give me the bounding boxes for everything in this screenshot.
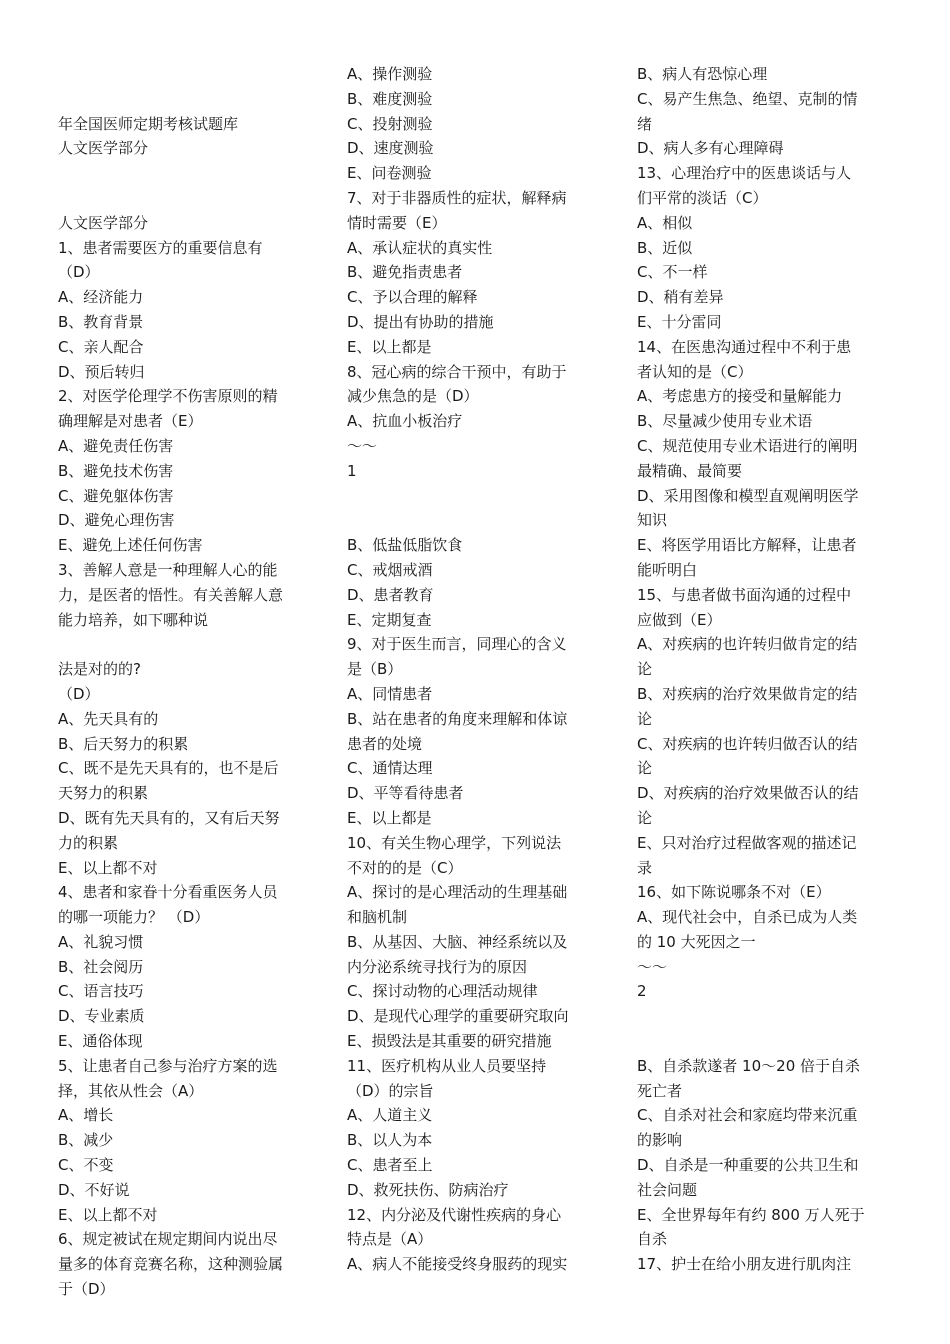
text-line: 论 (637, 709, 653, 728)
text-line: D、对疾病的治疗效果做否认的结 (637, 784, 859, 803)
text-line: A、考虑患方的接受和量解能力 (637, 387, 843, 406)
text-line: A、同情患者 (347, 684, 433, 703)
text-line: 15、与患者做书面沟通的过程中 (637, 585, 852, 604)
text-line: 2、对医学伦理学不伤害原则的精 (58, 387, 278, 406)
text-line: 特点是（A） (347, 1230, 433, 1249)
text-line: 7、对于非器质性的症状，解释病 (347, 188, 567, 207)
text-line: 17、护士在给小朋友进行肌肉注 (637, 1255, 852, 1274)
blank-line (58, 161, 320, 186)
text-line: C、避免躯体伤害 (58, 486, 174, 505)
text-line: B、对疾病的治疗效果做肯定的结 (637, 684, 858, 703)
text-line: 年全国医师定期考核试题库 (58, 114, 239, 133)
text-line: E、定期复查 (347, 610, 432, 629)
text-line: E、只对治疗过程做客观的描述记 (637, 833, 857, 852)
text-line: ～～ (637, 957, 668, 976)
text-line: 1、患者需要医方的重要信息有 (58, 238, 263, 257)
text-line: B、近似 (637, 238, 693, 257)
text-line: 社会问题 (637, 1180, 698, 1199)
blank-line (347, 508, 609, 533)
text-line: 绪 (637, 114, 653, 133)
text-line: 量多的体育竞赛名称，这种测验属 (58, 1255, 284, 1274)
text-line: 能听明白 (637, 560, 698, 579)
text-line: （D） (58, 263, 100, 282)
text-line: 不对的的是（C） (347, 858, 463, 877)
text-line: D、稍有差异 (637, 288, 724, 307)
text-line: 论 (637, 660, 653, 679)
text-line: B、以人为本 (347, 1131, 433, 1150)
text-line: A、礼貌习惯 (58, 932, 144, 951)
text-line: （D） (58, 684, 100, 703)
text-line: C、戒烟戒酒 (347, 560, 433, 579)
text-line: 择，其依从性会（A） (58, 1081, 204, 1100)
text-line: 论 (637, 808, 653, 827)
text-line: A、操作测验 (347, 65, 433, 83)
blank-line (637, 1004, 899, 1029)
text-line: A、相似 (637, 213, 693, 232)
text-line: E、通俗体现 (58, 1032, 143, 1051)
text-line: E、损毁法是其重要的研究措施 (347, 1032, 552, 1051)
text-line: C、规范使用专业术语进行的阐明 (637, 436, 858, 455)
text-line: D、不好说 (58, 1180, 130, 1199)
text-line: D、避免心理伤害 (58, 511, 175, 530)
text-line: 8、冠心病的综合干预中，有助于 (347, 362, 567, 381)
text-line: D、患者教育 (347, 585, 434, 604)
text-line: C、患者至上 (347, 1156, 433, 1175)
text-line: 应做到（E） (637, 610, 722, 629)
text-line: A、病人不能接受终身服药的现实 (347, 1255, 568, 1274)
text-line: 们平常的淡话（C） (637, 188, 768, 207)
text-line: B、从基因、大脑、神经系统以及 (347, 932, 568, 951)
text-line: 3、善解人意是一种理解人心的能 (58, 560, 278, 579)
blank-line (58, 186, 320, 211)
text-line: B、后天努力的积累 (58, 734, 189, 753)
blank-line (347, 484, 609, 509)
text-line: A、探讨的是心理活动的生理基础 (347, 883, 568, 902)
text-line: D、平等看待患者 (347, 784, 464, 803)
text-line: B、教育背景 (58, 312, 144, 331)
text-line: 录 (637, 858, 653, 877)
text-line: C、既不是先天具有的，也不是后 (58, 759, 279, 778)
text-line: 和脑机制 (347, 908, 408, 927)
text-line: E、全世界每年有约 800 万人死于 (637, 1205, 865, 1224)
text-line: 人文医学部分 (58, 139, 149, 158)
text-line: E、十分雷同 (637, 312, 722, 331)
text-line: 16、如下陈说哪条不对（E） (637, 883, 831, 902)
text-line: E、问卷测验 (347, 164, 432, 183)
text-line: D、是现代心理学的重要研究取向 (347, 1007, 569, 1026)
text-line: C、易产生焦急、绝望、克制的情 (637, 89, 858, 108)
text-line: A、先天具有的 (58, 709, 159, 728)
text-line: C、探讨动物的心理活动规律 (347, 982, 538, 1001)
text-line: 4、患者和家眷十分看重医务人员 (58, 883, 278, 902)
text-line: A、增长 (58, 1106, 114, 1125)
text-line: A、人道主义 (347, 1106, 433, 1125)
text-line: B、难度测验 (347, 89, 433, 108)
text-line: 患者的处境 (347, 734, 423, 753)
text-line: 10、有关生物心理学，下列说法 (347, 833, 562, 852)
text-line: 于（D） (58, 1280, 115, 1299)
text-line: 知识 (637, 511, 668, 530)
text-line: C、予以合理的解释 (347, 288, 478, 307)
text-line: A、对疾病的也许转归做肯定的结 (637, 635, 858, 654)
text-line: 能力培养，如下哪种说 (58, 610, 209, 629)
text-line: B、避免指责患者 (347, 263, 463, 282)
text-line: 论 (637, 759, 653, 778)
text-line: A、避免责任伤害 (58, 436, 174, 455)
text-line: 者认知的是（C） (637, 362, 753, 381)
text-line: 5、让患者自己参与治疗方案的选 (58, 1056, 278, 1075)
text-line: C、通情达理 (347, 759, 433, 778)
text-line: D、专业素质 (58, 1007, 145, 1026)
text-line: D、提出有协助的措施 (347, 312, 494, 331)
text-line: D、预后转归 (58, 362, 145, 381)
text-line: 减少焦急的是（D） (347, 387, 479, 406)
text-line: D、既有先天具有的，又有后天努 (58, 808, 280, 827)
text-line: 14、在医患沟通过程中不利于患 (637, 337, 852, 356)
text-line: C、不一样 (637, 263, 708, 282)
text-line: 的影响 (637, 1131, 683, 1150)
text-line: E、以上都不对 (58, 858, 158, 877)
text-line: 力，是医者的悟性。有关善解人意 (58, 585, 284, 604)
text-line: 的 10 大死因之一 (637, 932, 756, 951)
text-line: E、避免上述任何伤害 (58, 536, 203, 555)
text-line: 天努力的积累 (58, 784, 149, 803)
text-line: D、病人多有心理障碍 (637, 139, 784, 158)
text-line: 6、规定被试在规定期间内说出尽 (58, 1230, 278, 1249)
text-line: 自杀 (637, 1230, 668, 1249)
text-line: D、自杀是一种重要的公共卫生和 (637, 1156, 859, 1175)
blank-line (58, 87, 320, 112)
text-line: 力的积累 (58, 833, 119, 852)
text-line: B、社会阅历 (58, 957, 144, 976)
blank-line (637, 1029, 899, 1054)
text-line: 2 (637, 982, 647, 1001)
text-line: A、承认症状的真实性 (347, 238, 493, 257)
text-line: A、现代社会中，自杀已成为人类 (637, 908, 858, 927)
text-line: C、投射测验 (347, 114, 433, 133)
text-line: 1 (347, 461, 357, 480)
text-line: 的哪一项能力？ （D） (58, 908, 210, 927)
text-line: E、将医学用语比方解释，让患者 (637, 536, 857, 555)
text-line: ～～ (347, 436, 378, 455)
text-line: 13、心理治疗中的医患谈话与人 (637, 164, 852, 183)
text-line: 确理解是对患者（E） (58, 412, 203, 431)
text-line: A、经济能力 (58, 288, 144, 307)
text-line: D、救死扶伤、防病治疗 (347, 1180, 509, 1199)
text-line: B、自杀款遂者 10～20 倍于自杀 (637, 1056, 861, 1075)
text-line: B、低盐低脂饮食 (347, 536, 463, 555)
text-line: B、尽量减少使用专业术语 (637, 412, 813, 431)
text-line: C、不变 (58, 1156, 114, 1175)
text-line: 情时需要（E） (347, 213, 447, 232)
text-line: E、以上都是 (347, 337, 432, 356)
text-line: 最精确、最简要 (637, 461, 743, 480)
text-column-middle (347, 62, 609, 1277)
text-line: 11、医疗机构从业人员要坚持 (347, 1056, 547, 1075)
text-line: E、以上都是 (347, 808, 432, 827)
text-line: B、避免技术伤害 (58, 461, 174, 480)
text-line: C、对疾病的也许转归做否认的结 (637, 734, 858, 753)
text-line: A、抗血小板治疗 (347, 412, 463, 431)
text-line: C、语言技巧 (58, 982, 144, 1001)
blank-line (58, 62, 320, 87)
text-line: （D）的宗旨 (347, 1081, 434, 1100)
text-line: 是（B） (347, 660, 403, 679)
text-line: B、病人有恐惊心理 (637, 65, 768, 83)
text-line: B、减少 (58, 1131, 114, 1150)
text-line: B、站在患者的角度来理解和体谅 (347, 709, 568, 728)
text-line: C、亲人配合 (58, 337, 144, 356)
text-line: 法是对的的? (58, 660, 141, 679)
blank-line (58, 632, 320, 657)
text-line: 内分泌系统寻找行为的原因 (347, 957, 528, 976)
text-line: 9、对于医生而言，同理心的含义 (347, 635, 567, 654)
text-line: E、以上都不对 (58, 1205, 158, 1224)
text-line: 12、内分泌及代谢性疾病的身心 (347, 1205, 562, 1224)
text-column-right (637, 62, 899, 1277)
text-line: D、速度测验 (347, 139, 434, 158)
text-line: C、自杀对社会和家庭均带来沉重 (637, 1106, 858, 1125)
text-line: 死亡者 (637, 1081, 683, 1100)
text-line: 人文医学部分 (58, 213, 149, 232)
text-line: D、采用图像和模型直观阐明医学 (637, 486, 859, 505)
text-column-left (58, 62, 320, 1302)
